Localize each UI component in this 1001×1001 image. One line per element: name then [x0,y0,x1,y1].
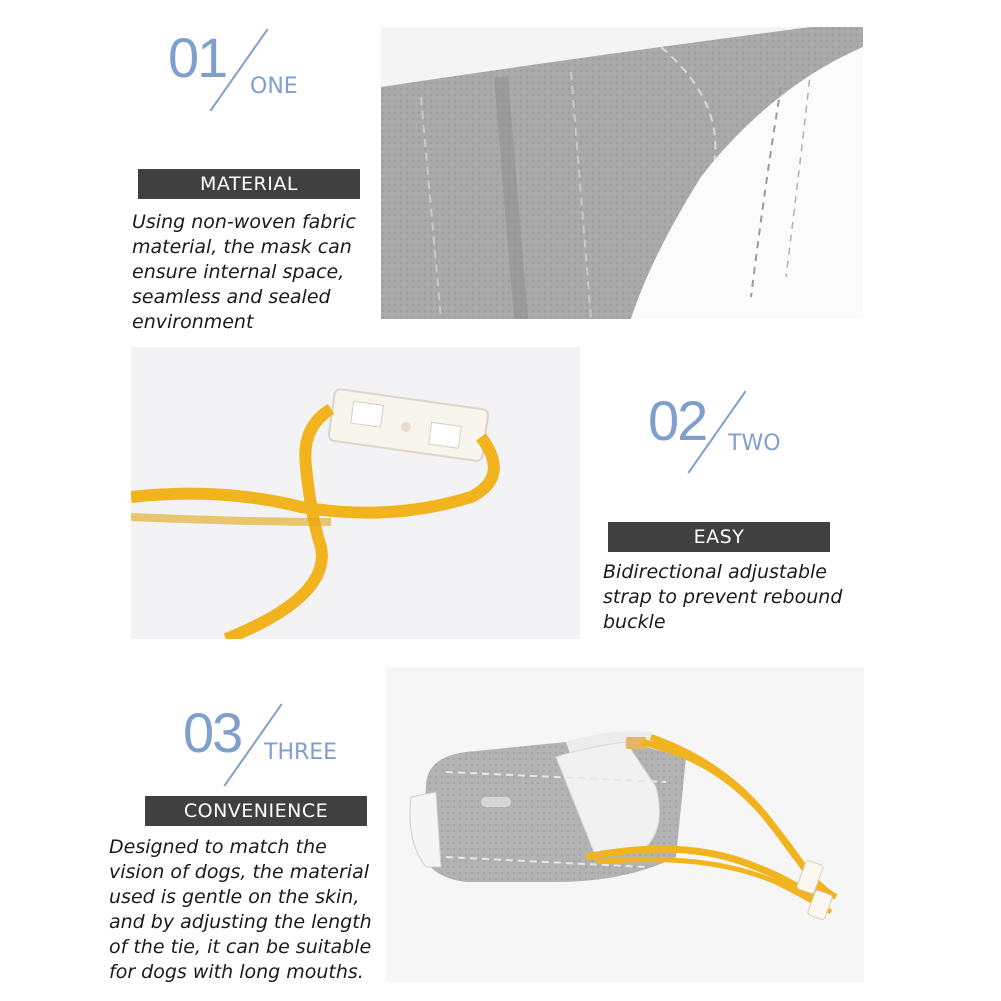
section-number: 01 [168,26,227,89]
section-word: TWO [728,431,781,456]
section-word: THREE [264,740,338,765]
section-word: ONE [250,74,298,99]
section-two [0,340,1001,660]
section-description: Bidirectional adjustable strap to prevent rebound buckle [603,561,843,633]
full-mask-photo [386,667,864,982]
section-label: CONVENIENCE [145,796,367,826]
full-mask-image [386,667,864,982]
strap-buckle-photo [131,347,580,639]
section-description: Designed to match the vision of dogs, the material used is gentle on the skin, and by adjusting the length of the tie, it can be suitable for dogs with long mouths. [109,836,372,983]
section-one [0,0,1001,340]
section-number: 02 [648,389,707,452]
section-label: EASY [608,522,830,552]
section-three [0,660,1001,1001]
section-label: MATERIAL [138,169,360,199]
fabric-mask-photo [381,27,863,319]
strap-buckle-image [131,347,580,639]
section-number: 03 [183,701,242,764]
fabric-mask-image [381,27,863,319]
section-description: Using non-woven fabric material, the mask can ensure internal space, seamless and sealed environment [132,211,356,333]
